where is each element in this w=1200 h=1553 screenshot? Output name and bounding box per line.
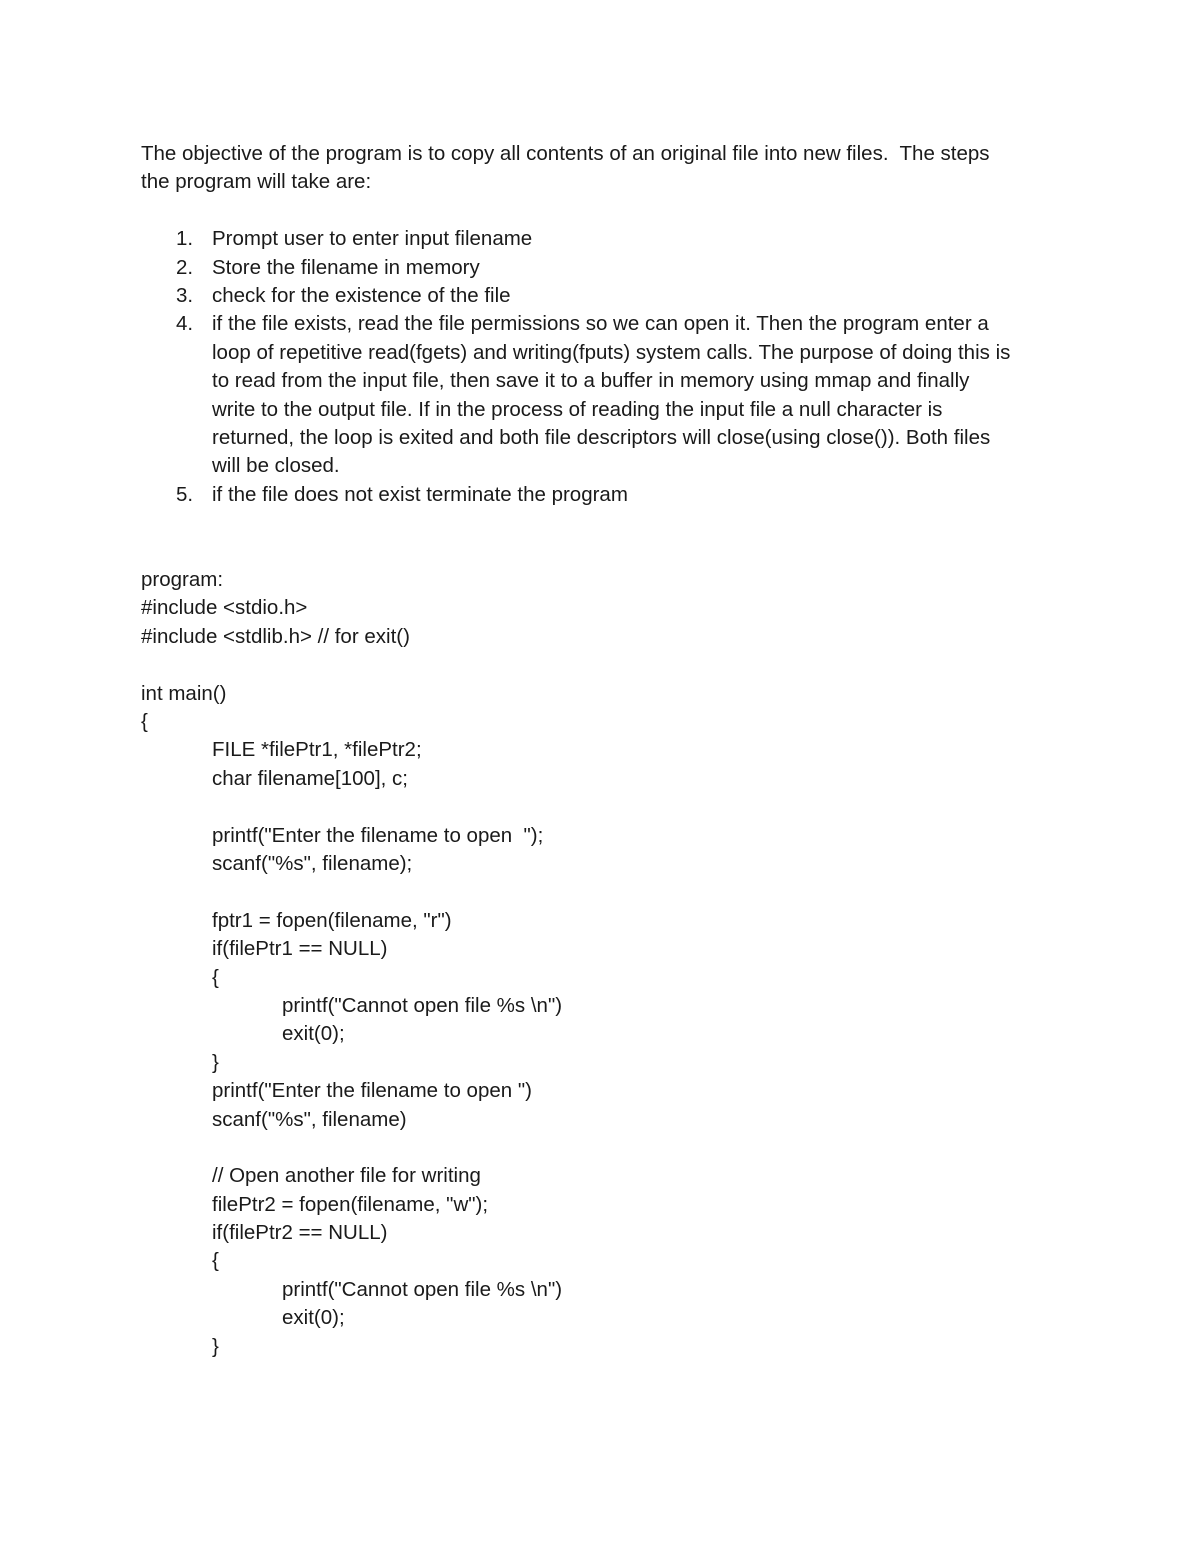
code-line <box>141 651 1071 679</box>
step-text-line: check for the existence of the file <box>212 284 511 308</box>
code-line: FILE *filePtr1, *filePtr2; <box>212 738 422 762</box>
intro-paragraph <box>141 140 1071 197</box>
code-line: #include <stdlib.h> // for exit() <box>141 624 410 648</box>
step-text-line: Store the filename in memory <box>212 255 480 279</box>
document-content <box>141 140 1071 1361</box>
step-item <box>141 225 1071 253</box>
code-line: int main() <box>141 681 227 705</box>
step-text-line: will be closed. <box>212 454 340 478</box>
code-line: fptr1 = fopen(filename, "r") <box>212 908 452 932</box>
code-line: } <box>212 1050 219 1074</box>
intro-line: The objective of the program is to copy all contents of an original file into new files. The steps <box>141 142 990 165</box>
code-line: { <box>212 965 219 989</box>
steps-list <box>141 225 1071 509</box>
step-item <box>141 310 1071 480</box>
step-number: 5. <box>176 482 194 506</box>
code-line: printf("Enter the filename to open ") <box>212 1079 532 1103</box>
step-text-line: if the file exists, read the file permissions so we can open it. Then the program enter a <box>212 312 989 336</box>
step-text-line: write to the output file. If in the process of reading the input file a null character is <box>212 397 943 421</box>
step-text-line: returned, the loop is exited and both file descriptors will close(using close()). Both files <box>212 426 991 450</box>
step-text-line: loop of repetitive read(fgets) and writing(fputs) system calls. The purpose of doing this is <box>212 340 1011 364</box>
code-line: printf("Cannot open file %s \n") <box>282 1277 563 1301</box>
code-line <box>141 793 1071 821</box>
step-number: 1. <box>176 227 194 251</box>
code-line: printf("Cannot open file %s \n") <box>282 993 563 1017</box>
step-number: 2. <box>176 255 194 279</box>
code-line: #include <stdio.h> <box>141 596 308 620</box>
code-line <box>141 878 1071 906</box>
code-line: printf("Enter the filename to open "); <box>212 823 544 847</box>
code-line: if(filePtr2 == NULL) <box>212 1221 388 1245</box>
step-item <box>141 254 1071 282</box>
code-line: { <box>212 1249 219 1273</box>
code-line: exit(0); <box>282 1306 345 1330</box>
step-text-line: Prompt user to enter input filename <box>212 227 533 251</box>
code-line: { <box>141 710 148 734</box>
code-line: if(filePtr1 == NULL) <box>212 937 388 961</box>
step-item <box>141 481 1071 509</box>
code-block <box>141 594 1071 1361</box>
code-line: scanf("%s", filename); <box>212 851 413 875</box>
code-line: char filename[100], c; <box>212 766 408 790</box>
step-number: 3. <box>176 284 194 308</box>
step-text-line: if the file does not exist terminate the program <box>212 482 628 506</box>
code-line <box>141 1134 1071 1162</box>
code-line: filePtr2 = fopen(filename, "w"); <box>212 1192 489 1216</box>
program-label: program: <box>141 568 224 592</box>
program-section <box>141 566 1071 1361</box>
step-text-line: to read from the input file, then save it to a buffer in memory using mmap and finally <box>212 369 970 393</box>
code-line: scanf("%s", filename) <box>212 1107 407 1131</box>
step-item <box>141 282 1071 310</box>
intro-line: the program will take are: <box>141 170 372 194</box>
code-line: exit(0); <box>282 1022 345 1046</box>
code-line: // Open another file for writing <box>212 1164 481 1188</box>
code-line: } <box>212 1334 219 1358</box>
step-number: 4. <box>176 312 194 336</box>
